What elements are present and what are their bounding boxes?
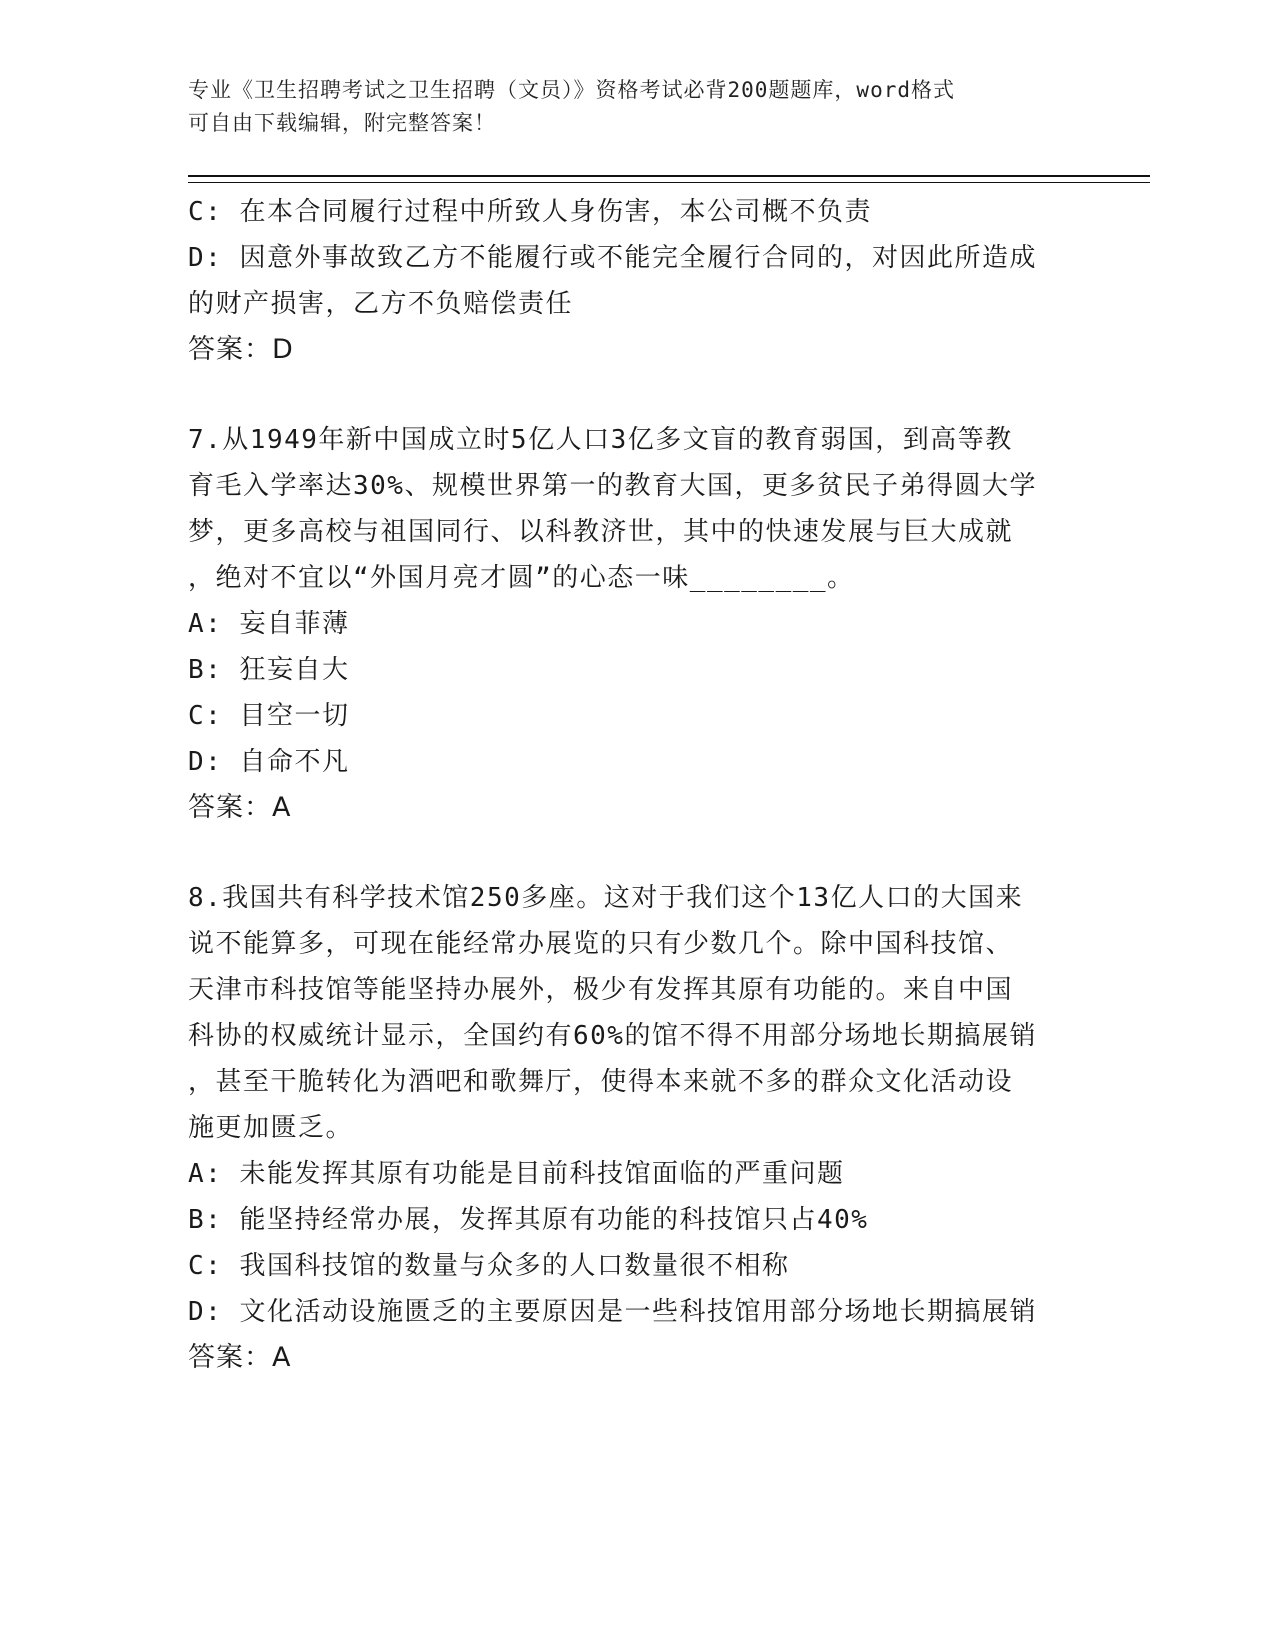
q7-answer: 答案：A <box>188 792 292 823</box>
question-7 <box>188 417 1088 831</box>
q7-option-a: A: 妄自菲薄 <box>188 609 350 639</box>
q7-option-b: B: 狂妄自大 <box>188 655 350 685</box>
q7-stem-line-2: 育毛入学率达30%、规模世界第一的教育大国，更多贫民子弟得圆大学 <box>188 471 1037 501</box>
q6-option-d-line-1: D: 因意外事故致乙方不能履行或不能完全履行合同的，对因此所造成 <box>188 243 1037 273</box>
q8-stem-line-1: 8.我国共有科学技术馆250多座。这对于我们这个13亿人口的大国来 <box>188 883 1024 913</box>
q8-option-a: A: 未能发挥其原有功能是目前科技馆面临的严重问题 <box>188 1159 845 1189</box>
header-divider-thin <box>188 182 1150 183</box>
q8-option-d: D: 文化活动设施匮乏的主要原因是一些科技馆用部分场地长期搞展销 <box>188 1297 1037 1327</box>
question-8 <box>188 875 1088 1381</box>
q8-answer: 答案：A <box>188 1342 292 1373</box>
q8-stem-line-6: 施更加匮乏。 <box>188 1113 354 1143</box>
q8-option-c: C: 我国科技馆的数量与众多的人口数量很不相称 <box>188 1251 790 1281</box>
q8-stem-line-3: 天津市科技馆等能坚持办展外，极少有发挥其原有功能的。来自中国 <box>188 975 1014 1005</box>
q8-option-b: B: 能坚持经常办展，发挥其原有功能的科技馆只占40% <box>188 1205 869 1235</box>
q8-stem-line-5: ，甚至干脆转化为酒吧和歌舞厅，使得本来就不多的群众文化活动设 <box>188 1067 1014 1097</box>
question-6-continued <box>188 189 1088 373</box>
q7-stem-line-3: 梦，更多高校与祖国同行、以科教济世，其中的快速发展与巨大成就 <box>188 517 1014 547</box>
document-header <box>188 74 1088 140</box>
document-body <box>188 189 1088 1381</box>
q7-stem-line-4: ，绝对不宜以“外国月亮才圆”的心态一味________。 <box>188 563 855 593</box>
q7-option-c: C: 目空一切 <box>188 701 350 731</box>
spacer <box>188 831 1088 875</box>
q7-option-d: D: 自命不凡 <box>188 747 350 777</box>
q6-option-c: C: 在本合同履行过程中所致人身伤害，本公司概不负责 <box>188 197 872 227</box>
header-title-line-1: 专业《卫生招聘考试之卫生招聘（文员）》资格考试必背200题题库，word格式 <box>188 78 955 102</box>
q8-stem-line-2: 说不能算多，可现在能经常办展览的只有少数几个。除中国科技馆、 <box>188 929 1014 959</box>
q7-stem-line-1: 7.从1949年新中国成立时5亿人口3亿多文盲的教育弱国，到高等教 <box>188 425 1013 455</box>
spacer <box>188 373 1088 417</box>
header-title-line-2: 可自由下载编辑，附完整答案！ <box>188 111 496 135</box>
q8-stem-line-4: 科协的权威统计显示，全国约有60%的馆不得不用部分场地长期搞展销 <box>188 1021 1037 1051</box>
header-divider-thick <box>188 175 1150 177</box>
q6-answer: 答案：D <box>188 334 294 365</box>
q6-option-d-line-2: 的财产损害，乙方不负赔偿责任 <box>188 289 574 319</box>
